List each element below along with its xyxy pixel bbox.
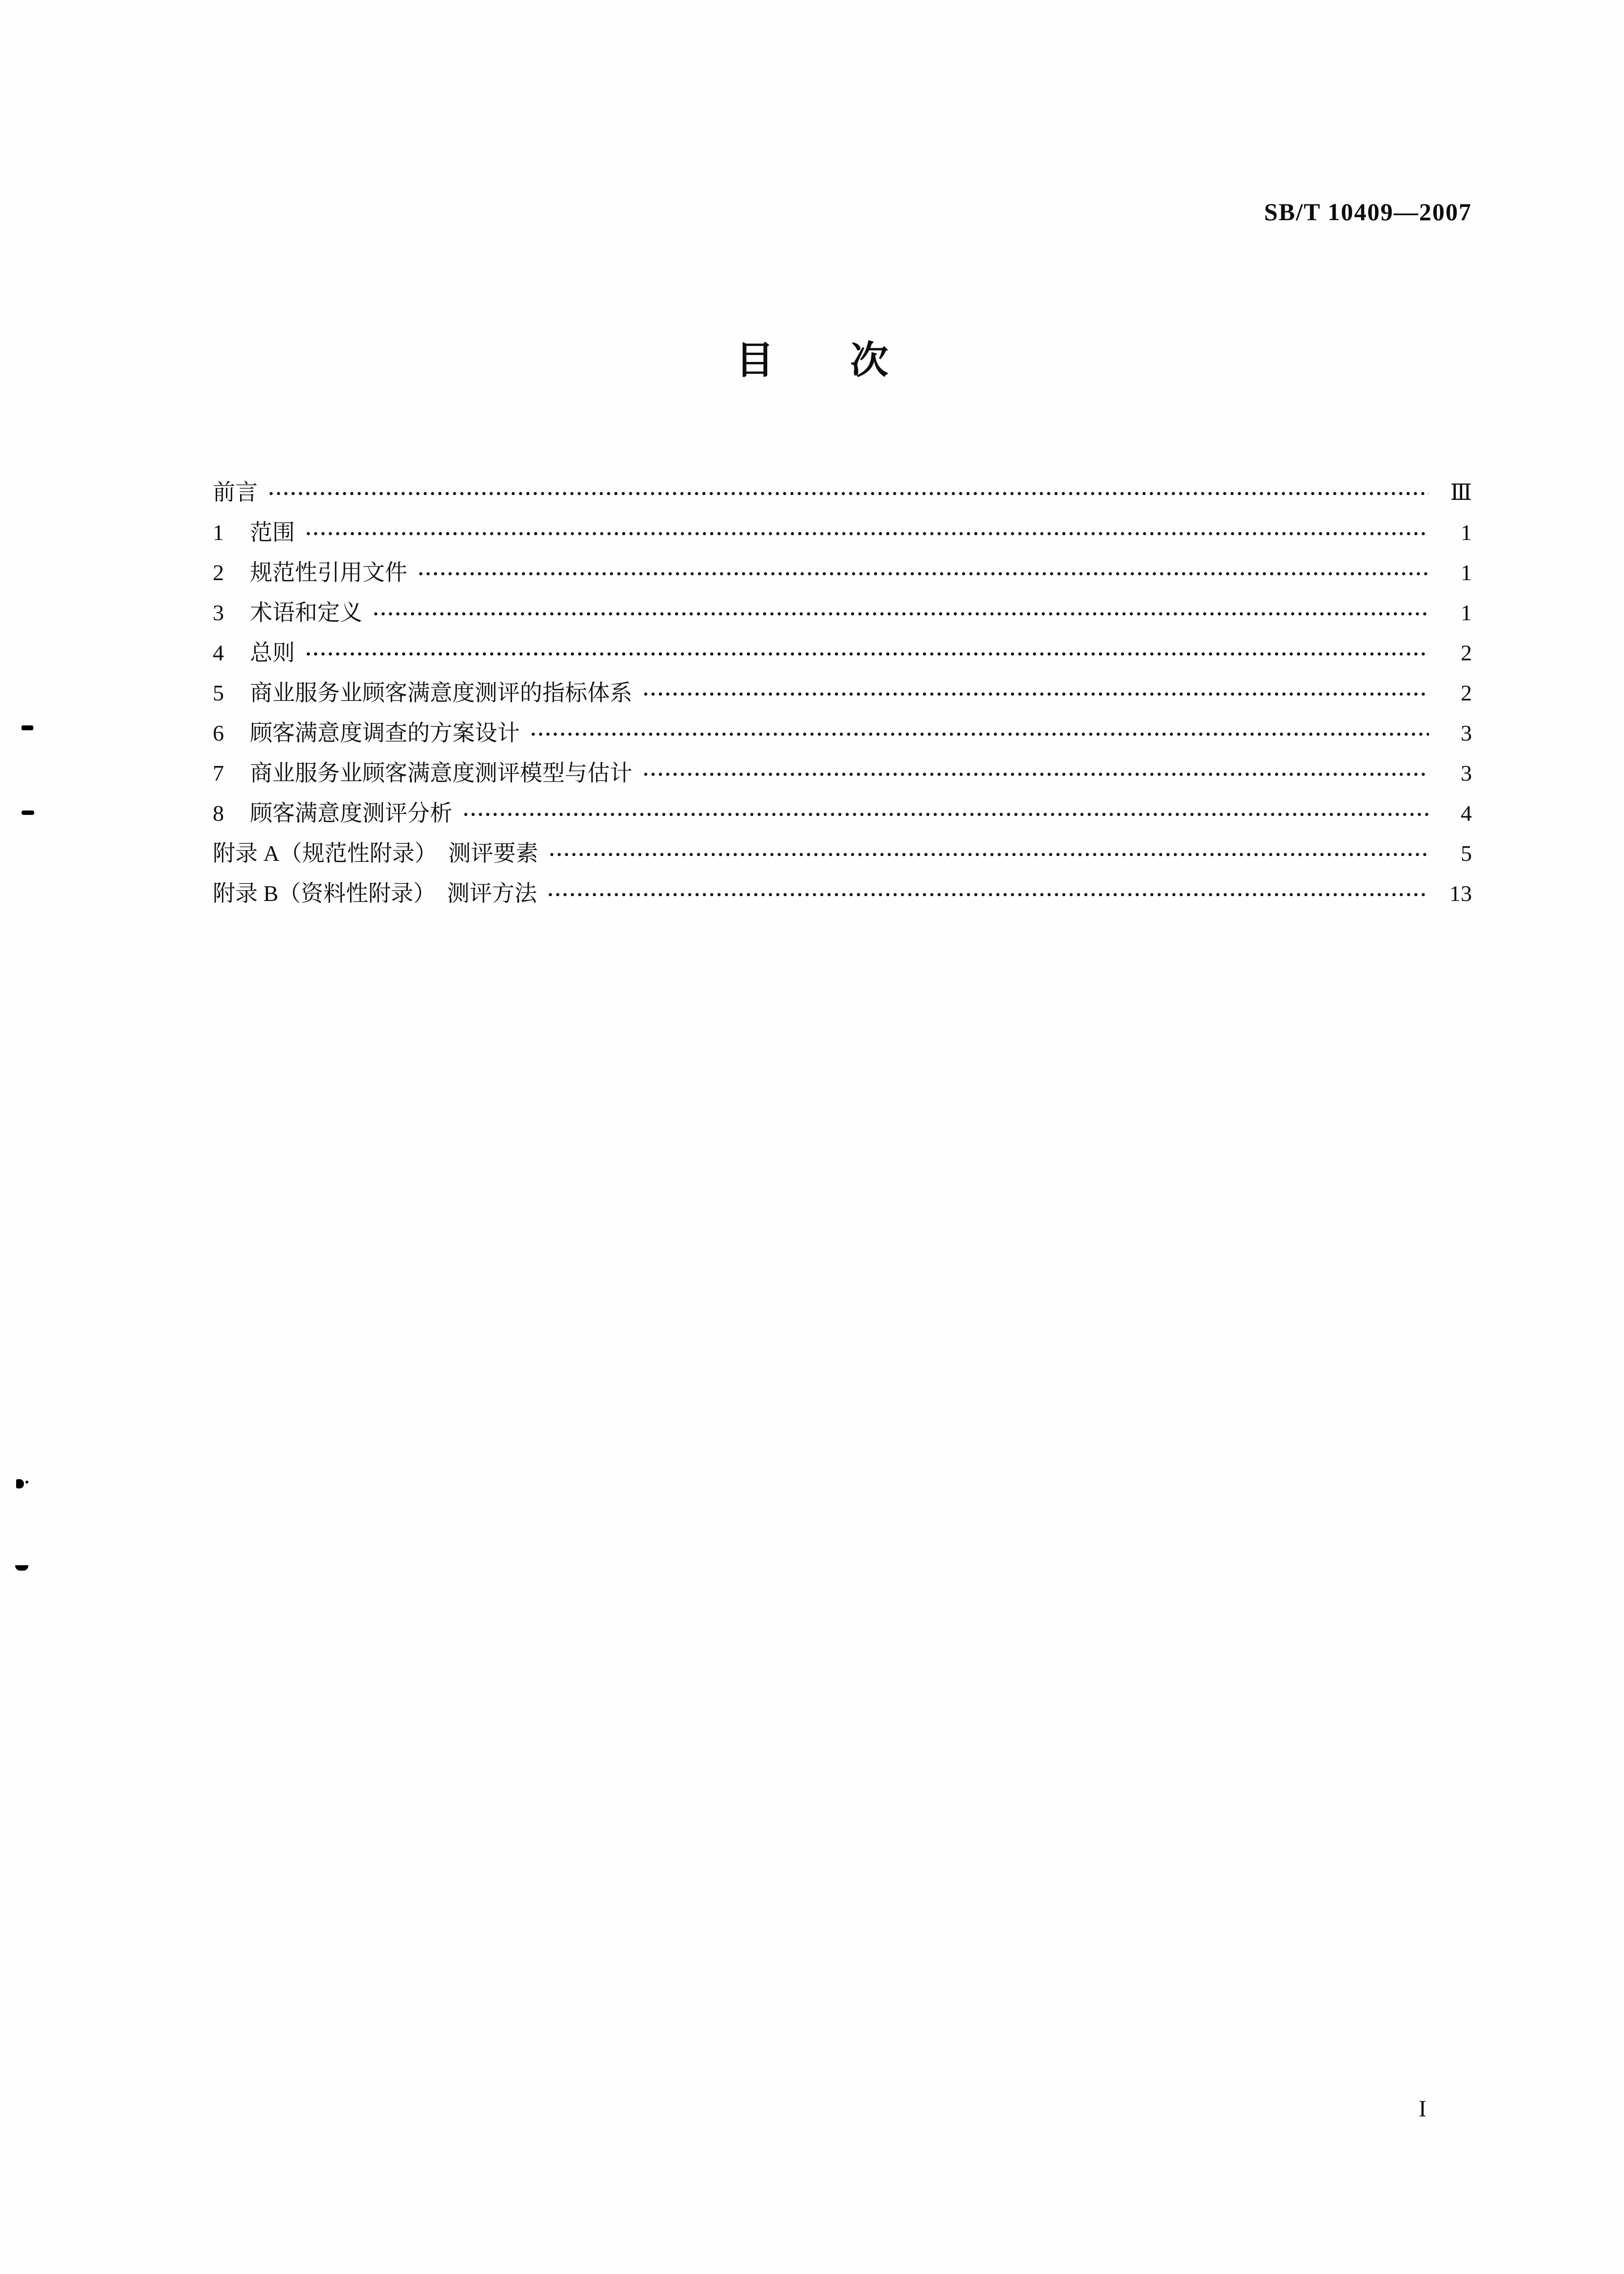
toc-entry-number: 2	[213, 560, 224, 585]
toc-entry-page: 5	[1461, 841, 1472, 866]
toc-entry-number: 4	[213, 640, 224, 665]
toc-entry-number: 1	[213, 520, 224, 545]
toc-entry	[213, 593, 1472, 633]
toc-entry-label: 前言	[213, 480, 258, 505]
toc-entry	[213, 713, 1472, 753]
scan-artifact	[15, 1565, 28, 1571]
scan-artifact	[16, 1479, 24, 1488]
toc-entry-label: 范围	[250, 520, 295, 545]
dot-leader	[305, 650, 1429, 658]
toc-entry-number: 8	[213, 801, 224, 826]
toc-entry-label: 总则	[250, 640, 295, 665]
toc-entry-number: 5	[213, 680, 224, 705]
toc-entry	[213, 673, 1472, 713]
toc-entry	[213, 833, 1472, 874]
dot-leader	[642, 690, 1429, 698]
toc-entry	[213, 473, 1472, 513]
scan-artifact	[22, 725, 33, 730]
toc-entry-page: 2	[1461, 680, 1472, 705]
dot-leader	[417, 570, 1429, 578]
toc-entry-page: 1	[1461, 560, 1472, 585]
standard-number: SB/T 10409—2007	[1264, 198, 1472, 225]
dot-leader	[530, 730, 1429, 738]
toc-entry-page: 3	[1461, 720, 1472, 745]
dot-leader	[267, 490, 1429, 497]
toc-entry-label: 术语和定义	[250, 600, 362, 625]
toc-entry-label: 商业服务业顾客满意度测评模型与估计	[250, 761, 632, 786]
dot-leader	[305, 530, 1429, 538]
toc-entry	[213, 633, 1472, 673]
page-title: 目 次	[735, 339, 889, 382]
toc-entry-number: 7	[213, 761, 224, 786]
dot-leader	[372, 610, 1429, 618]
toc-entry-label: 规范性引用文件	[250, 560, 407, 585]
toc-entry	[213, 553, 1472, 593]
toc-entry-number: 6	[213, 720, 224, 745]
dot-leader	[642, 770, 1429, 778]
toc-entry-page: 3	[1461, 761, 1472, 786]
toc-entry-label: 顾客满意度调查的方案设计	[250, 720, 520, 745]
toc-entry-page: 13	[1449, 881, 1472, 906]
toc-entry	[213, 793, 1472, 833]
toc-entry	[213, 513, 1472, 553]
toc-entry-label: 顾客满意度测评分析	[250, 801, 452, 826]
toc-entry-page: 2	[1461, 640, 1472, 665]
toc-entry-label: 附录 B（资料性附录） 测评方法	[213, 881, 537, 906]
dot-leader	[547, 891, 1429, 899]
toc-entry-page: 4	[1461, 801, 1472, 826]
toc-entry-page: 1	[1461, 520, 1472, 545]
toc-entry-page: Ⅲ	[1450, 480, 1472, 505]
footer-page-number: I	[1419, 2096, 1426, 2122]
toc-entry-label: 商业服务业顾客满意度测评的指标体系	[250, 680, 632, 705]
toc-entry-number: 3	[213, 600, 224, 625]
scan-artifact	[22, 811, 34, 815]
toc-entry	[213, 874, 1472, 914]
toc-entry-label: 附录 A（规范性附录） 测评要素	[213, 841, 538, 866]
dot-leader	[462, 811, 1429, 818]
dot-leader	[548, 851, 1429, 858]
scan-artifact	[25, 1481, 28, 1484]
toc-entry	[213, 753, 1472, 793]
table-of-contents	[213, 473, 1472, 914]
toc-entry-page: 1	[1461, 600, 1472, 625]
